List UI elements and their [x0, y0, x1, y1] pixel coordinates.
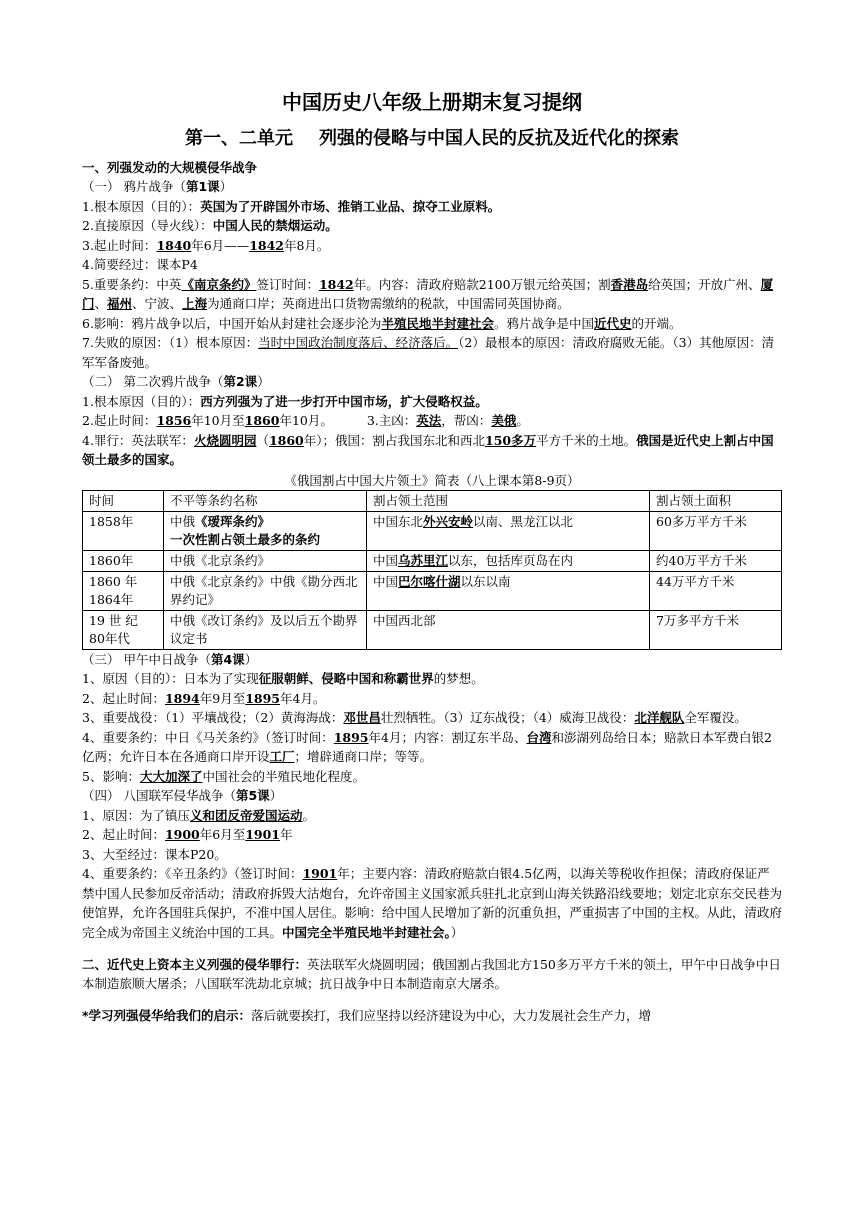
item-text: 年。内容：清政府赔款2100万银元给英国；割	[353, 276, 611, 292]
item-label: 3.主凶：	[366, 413, 417, 428]
key-term: 半殖民地半封建社会	[381, 315, 494, 331]
insight-heading: *学习列强侵华给我们的启示：	[82, 1008, 252, 1023]
table-cell-time: 1860 年 1864年	[83, 571, 164, 610]
cell-text: 以南、黑龙江以北	[473, 513, 574, 529]
table-cell-size: 7万多平方千米	[650, 610, 782, 649]
year: 1900	[164, 827, 200, 842]
table-cell-treaty	[164, 511, 367, 550]
table-cell-area	[367, 550, 650, 571]
treaty-note: 一次性割占领土最多的条约	[170, 531, 321, 547]
item-text: 中国社会的半殖民地化程度。	[202, 768, 365, 784]
item-text: （2）最根本的原因：清政府腐败无能。（3）其他原因：清军军备废弛。	[82, 335, 775, 370]
cell-text: 中国	[373, 573, 399, 589]
lesson-number: 第1课	[185, 179, 220, 194]
item-text: 为通商口岸；英商进出口货物需缴纳的税款，中国需同英国协商。	[207, 296, 570, 311]
cell-text: 中国东北	[373, 513, 424, 529]
subsection-heading-second-opium	[82, 372, 782, 392]
subsection-heading-opium	[82, 177, 782, 197]
table-cell-treaty: 中俄《北京条约》	[164, 550, 367, 571]
key-term: 美俄	[491, 413, 517, 428]
table-cell-time: 1860年	[83, 550, 164, 571]
item-label: 4、重要条约：《辛丑条约》（签订时间：	[82, 866, 303, 881]
year: 1860	[268, 432, 304, 448]
table-cell-area	[367, 511, 650, 550]
subsection-heading-baguo	[82, 786, 782, 806]
table-cell-size: 44万平方千米	[650, 571, 782, 610]
list-item	[82, 806, 782, 826]
year: 1842	[318, 276, 354, 292]
person-name: 邓世昌	[343, 710, 381, 725]
year: 1894	[164, 690, 200, 706]
list-item	[82, 689, 782, 709]
cell-text: 以东以南	[460, 573, 511, 589]
cell-text: 以东，包括库页岛在内	[448, 552, 574, 568]
item-text: 年4月。	[280, 690, 326, 706]
treaty-name: 《瑷珲条约》	[195, 513, 271, 529]
list-item	[82, 669, 782, 689]
item-label: 1、原因：为了镇压	[82, 807, 190, 823]
column-header: 不平等条约名称	[164, 490, 367, 511]
year: 1860	[244, 413, 280, 428]
lesson-number: 第4课	[210, 651, 245, 667]
lesson-number: 第2课	[223, 374, 258, 389]
table-cell-area	[367, 571, 650, 610]
year: 1895	[245, 690, 281, 706]
item-key-text: 西方列强为了进一步打开中国市场，扩大侵略权益。	[200, 393, 488, 409]
item-label: 7.失败的原因：（1）根本原因：	[82, 335, 259, 350]
section-text: 英法联军火烧圆明园；俄国割占我国北方150多万平方千米的领土，甲午中日战争中日本制造旅顺大屠杀；八国联军洗劫北京城；抗日战争中日本制造南京大屠杀。	[82, 956, 781, 991]
item-text: 壮烈牺牲。（3）辽东战役；（4）威海卫战役：	[380, 710, 635, 725]
item-text: 年6月——	[191, 237, 250, 253]
key-term: 义和团反帝爱国运动	[189, 807, 303, 823]
document-page	[82, 88, 782, 1038]
year: 1856	[156, 413, 192, 428]
item-label: 5.重要条约：中英	[82, 276, 182, 292]
item-text: 年	[280, 827, 293, 842]
heading-text: ）	[257, 374, 270, 389]
heading-text: ）	[269, 788, 283, 803]
item-label: 2、起止时间：	[82, 690, 165, 706]
table-row	[83, 610, 782, 649]
table-cell-time: 19 世 纪 80年代	[83, 610, 164, 649]
key-term: 大大加深了	[139, 768, 203, 784]
item-label: 2、起止时间：	[82, 827, 165, 842]
item-key-text: 征服朝鲜、侵略中国和称霸世界	[258, 671, 434, 686]
heading-text: （三） 甲午中日战争（	[82, 651, 211, 667]
heading-text: （二） 第二次鸦片战争（	[82, 374, 224, 389]
item-text: 。	[516, 413, 529, 428]
section-heading-2: 二、近代史上资本主义列强的侵华罪行：	[82, 956, 308, 972]
item-text: 年9月至	[199, 690, 246, 706]
item-key-text: 英国为了开辟国外市场、推销工业品、掠夺工业原料。	[200, 198, 501, 214]
place-name: 厦门	[82, 276, 774, 311]
table-header-row	[83, 490, 782, 511]
list-item	[82, 236, 782, 256]
list-item	[82, 864, 782, 942]
place-name: 上海	[182, 296, 208, 311]
key-term: 北洋舰队	[634, 710, 685, 725]
key-term: 火烧圆明园	[193, 432, 257, 448]
unit-title	[82, 126, 782, 152]
list-item	[82, 728, 782, 767]
item-label: 1.根本原因（目的）：	[82, 198, 201, 214]
list-item	[82, 767, 782, 787]
insight-text: 落后就要挨打，我们应坚持以经济建设为中心，大力发展社会生产力，增	[251, 1008, 652, 1023]
item-text: 、宁波、	[132, 296, 183, 311]
list-item: 3、大至经过：课本P20。	[82, 846, 227, 862]
table-caption: 《俄国割占中国大片领土》简表（八上课本第8-9页）	[284, 472, 580, 488]
item-text: ，帮凶：	[441, 413, 492, 428]
item-label: 1.根本原因（目的）：	[82, 393, 201, 409]
item-key-text: 俄国是近代史上割占中国领土最多的国家。	[82, 432, 774, 467]
place-name: 台湾	[526, 729, 552, 745]
list-item	[82, 825, 782, 845]
item-text: ）	[450, 924, 464, 940]
year: 1842	[249, 237, 284, 253]
item-text: 给英国；开放广州、	[648, 276, 761, 292]
item-text: 年；主要内容：清政府赔款白银4.5亿两，以海关等税收作担保；清政府保证严禁中国人民参加反帝活动；清政府拆毁大沽炮台，允许帝国主义国家派兵驻扎北京到山海关铁路沿线要地；划定北京东交民巷为使馆界，允许各国驻兵保护，不准中国人居住。影响：给中国人民增加了新的沉重负担，严重损害了中国的主权。从此，清政府完全成为帝国主义统治中国的工具。	[82, 866, 783, 940]
russia-territory-table	[82, 490, 782, 650]
item-text: 年）；俄国：割占我国东北和西北	[303, 432, 486, 448]
year: 1901	[245, 827, 281, 842]
item-text: 。	[302, 807, 315, 823]
item-text: 签订时间：	[256, 276, 319, 292]
item-label: 4.罪行：英法联军：	[82, 432, 194, 448]
key-term: 近代史	[593, 315, 632, 331]
item-text: 和澎湖列岛给日本；赔款日本军费白银2亿两；允许日本在各通商口岸开设	[82, 729, 772, 764]
item-text: 年10月。	[279, 413, 333, 428]
item-text: 的梦想。	[433, 671, 484, 686]
cell-text: 中俄	[170, 513, 196, 529]
column-header: 割占领土范围	[367, 490, 650, 511]
key-term: 当时中国政治制度落后、经济落后。	[258, 335, 459, 350]
list-item	[82, 314, 782, 334]
year: 1895	[333, 729, 369, 745]
column-header: 时间	[83, 490, 164, 511]
table-row	[83, 511, 782, 550]
list-item	[82, 197, 782, 217]
item-text: 平方千米的土地。	[536, 432, 637, 448]
item-text: ；增辟通商口岸；等等。	[294, 749, 433, 764]
table-cell-treaty: 中俄《改订条约》及以后五个勘界议定书	[164, 610, 367, 649]
heading-text: ）	[244, 651, 258, 667]
heading-text: （四） 八国联军侵华战争（	[82, 788, 236, 803]
place-name: 外兴安岭	[423, 513, 474, 529]
lesson-insight	[82, 1006, 782, 1026]
list-item	[82, 216, 782, 236]
table-row	[83, 550, 782, 571]
year: 1901	[302, 866, 338, 881]
item-label: 3、重要战役：（1）平壤战役；（2）黄海海战：	[82, 710, 344, 725]
table-cell-size: 60多万平方千米	[650, 511, 782, 550]
item-label: 5、影响：	[82, 768, 140, 784]
place-name: 福州	[107, 296, 133, 311]
table-cell-time: 1858年	[83, 511, 164, 550]
item-label: 6.影响：鸦片战争以后，中国开始从封建社会逐步沦为	[82, 315, 382, 331]
place-name: 香港岛	[610, 276, 649, 292]
subsection-heading-jiawu	[82, 650, 782, 670]
place-name: 巴尔喀什湖	[398, 573, 461, 589]
list-item	[82, 411, 782, 431]
place-name: 乌苏里江	[398, 552, 449, 568]
list-item	[82, 431, 782, 470]
item-text: 的开端。	[631, 315, 682, 331]
table-row	[83, 571, 782, 610]
year: 1840	[156, 237, 192, 253]
item-text: 年4月；内容：割辽东半岛、	[368, 729, 527, 745]
key-term: 150多万	[485, 432, 537, 448]
heading-text: （一） 鸦片战争（	[82, 179, 186, 194]
treaty-name: 《南京条约》	[181, 276, 257, 292]
item-label: 4、重要条约：中日《马关条约》（签订时间：	[82, 729, 334, 745]
item-label: 2.起止时间：	[82, 413, 157, 428]
list-item	[82, 275, 782, 314]
lesson-number: 第5课	[235, 788, 270, 803]
key-term: 英法	[416, 413, 442, 428]
item-text: （	[256, 432, 269, 448]
table-cell-area: 中国西北部	[367, 610, 650, 649]
item-key-text: 中国完全半殖民地半封建社会。	[282, 924, 451, 940]
item-key-text: 中国人民的禁烟运动。	[212, 218, 338, 233]
section-heading-1: 一、列强发动的大规模侵华战争	[82, 160, 258, 175]
table-cell-size: 约40万平方千米	[650, 550, 782, 571]
item-text: 。鸦片战争是中国	[493, 315, 594, 331]
unit-number: 第一、二单元	[185, 128, 293, 149]
item-text: 年6月至	[199, 827, 246, 842]
item-label: 3.起止时间：	[82, 237, 157, 253]
item-text: 、	[94, 296, 108, 311]
table-cell-treaty: 中俄《北京条约》中俄《勘分西北界约记》	[164, 571, 367, 610]
item-label: 1、原因（目的）：日本为了实现	[82, 671, 259, 686]
item-text: 年8月。	[283, 237, 330, 253]
item-label: 2.直接原因（导火线）：	[82, 218, 213, 233]
heading-text: ）	[219, 179, 233, 194]
unit-name: 列强的侵略与中国人民的反抗及近代化的探索	[319, 128, 679, 149]
page-title: 中国历史八年级上册期末复习提纲	[282, 90, 582, 114]
list-item	[82, 333, 782, 372]
cell-text: 中国	[373, 552, 399, 568]
item-text: 年10月至	[191, 413, 245, 428]
list-item	[82, 708, 782, 728]
item-text: 全军覆没。	[684, 710, 747, 725]
list-item	[82, 392, 782, 412]
list-item: 4.简要经过：课本P4	[82, 257, 198, 272]
key-term: 工厂	[269, 749, 295, 764]
crimes-summary	[82, 955, 782, 994]
column-header: 割占领土面积	[650, 490, 782, 511]
